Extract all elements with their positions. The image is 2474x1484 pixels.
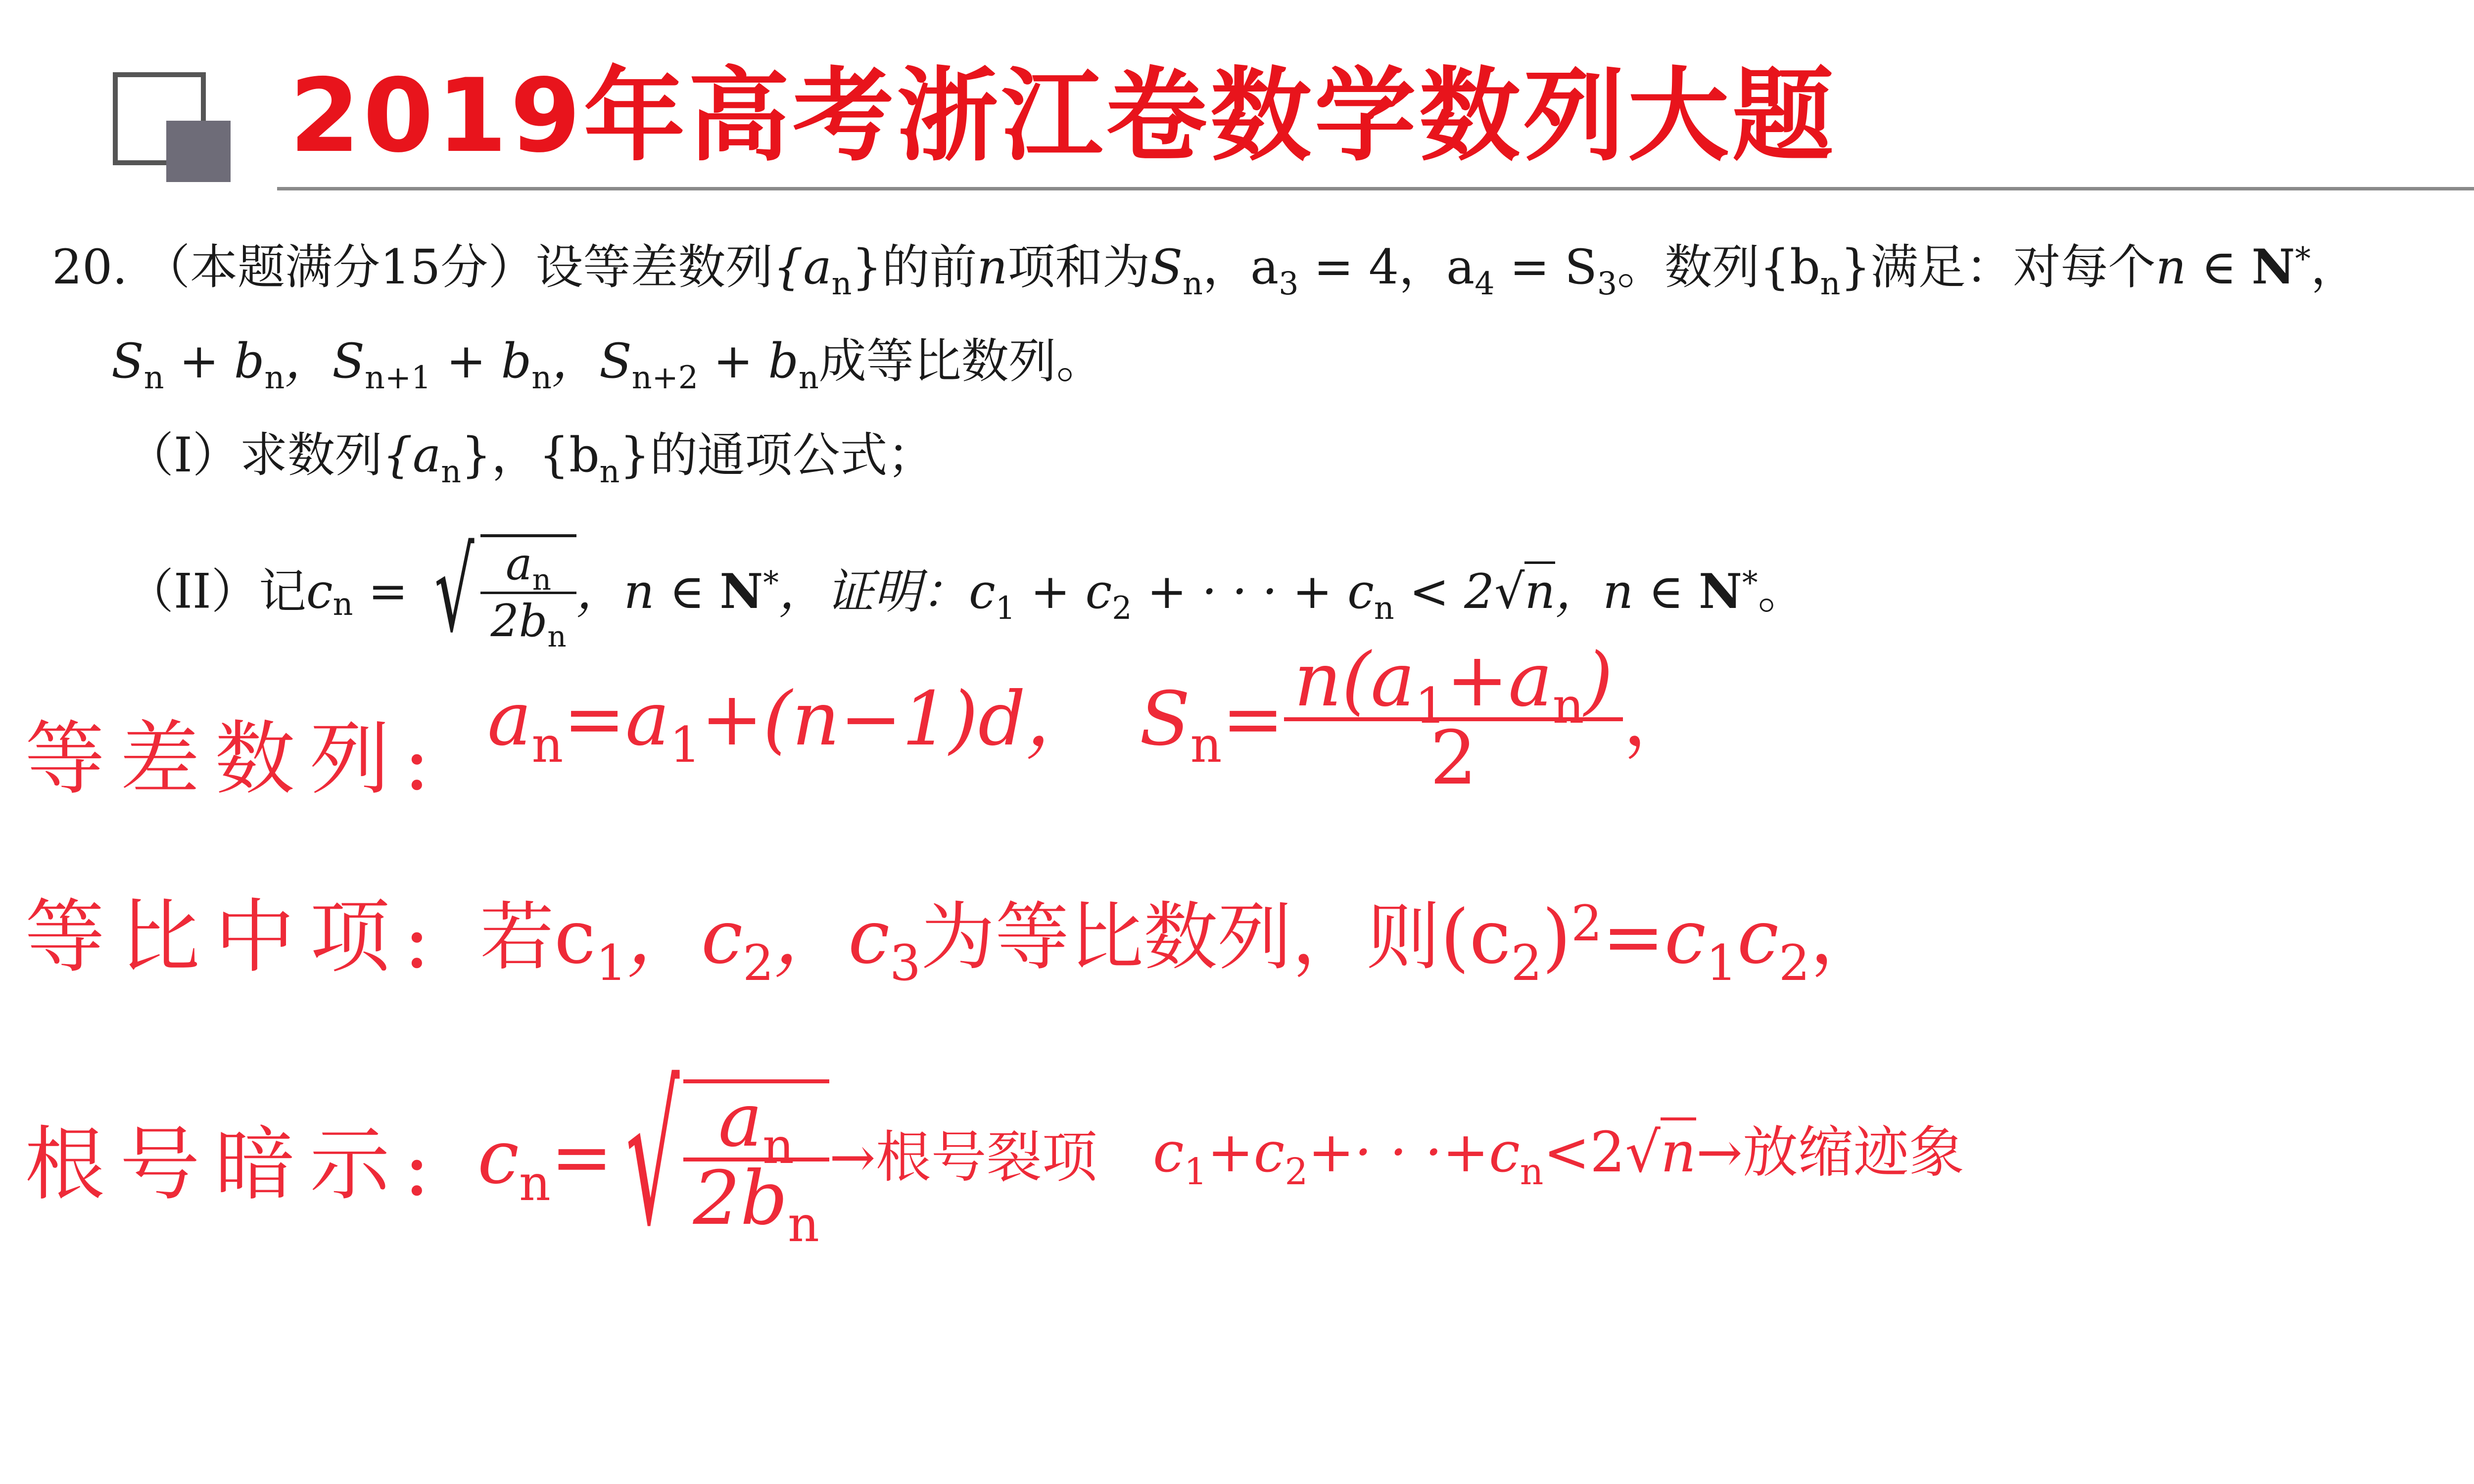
n1-fraction [1284,637,1623,801]
part2-num-sub: n [532,562,551,597]
n2-t2-sub: 2 [743,934,774,992]
part1-label: （I）求数列 [126,427,382,483]
part2-num: a [506,538,532,590]
note2-colon: : [403,893,430,986]
n1-tail: ， [1623,676,1698,762]
n2-t4-sub: 2 [1511,934,1542,992]
n3-sqrt-small: √ [1625,1120,1661,1185]
cond2-sub: 4 [1475,265,1495,302]
n3-c: c [477,1114,520,1201]
part1-a-sub: n [441,453,462,490]
l2-t1: S [111,333,144,389]
part2-N2: N [1699,563,1742,619]
part2-den: 2b [490,595,548,647]
cond2-rest: = S [1494,239,1597,295]
part2-lt: < 2 [1394,563,1495,619]
part1-mid: }，{b [461,427,600,483]
n2-t1-sub: 1 [596,934,627,992]
note1-formula [487,637,1698,801]
n3-sqrt-n: n [1661,1117,1696,1185]
l2-t4-sub: n [531,359,552,396]
seq-a-close: } [852,239,882,295]
n2-t4: 为等比数列，则(c [921,894,1511,980]
n1-eq: = [1222,676,1285,762]
cond3-sub: 3 [1597,265,1618,302]
n2-t1: 若c [480,894,596,980]
n3-fraction [683,1077,829,1253]
n3-arrow1: →根号裂项 [829,1125,1097,1190]
n2-t7: c [1737,894,1779,980]
n1-S: S [1139,676,1190,762]
part2-den-sub: n [547,619,567,654]
l2-t7: 成等比数列。 [818,333,1104,389]
l2-t6: + b [698,333,799,389]
part2-end: 。 [1758,563,1806,619]
n1-f3: +(n−1)d， [701,676,1100,762]
part2-tail: ，n ∈ [1555,563,1699,619]
n-var: n [977,239,1008,295]
part2-cn-sub: n [1374,589,1394,626]
part-2 [126,525,1806,657]
n1-den: 2 [1429,715,1477,801]
part2-mid: ，证明：c [778,563,996,619]
n3-s4: <2 [1543,1120,1625,1185]
n3-arrow2: →放缩迹象 [1696,1120,1964,1185]
n3-s2-sub: 2 [1285,1150,1308,1193]
part2-dots: + · · · + c [1132,563,1374,619]
n3-num: a [718,1077,763,1163]
problem-intro: （本题满分15分）设等差数列 [143,239,773,295]
part-1 [126,425,935,490]
note2-label: 等比中项 [25,891,405,984]
l2-t2-sub: n [264,359,285,396]
part2-c-sub: n [333,585,353,622]
cond1-rest: = 4，a [1298,239,1475,295]
n3-s3-sub: n [1520,1150,1544,1193]
n3-s3: +· · ·+c [1308,1120,1520,1185]
part2-after: ，n ∈ [576,563,720,619]
part2-star2: * [1742,564,1758,601]
S-var: S [1150,239,1183,295]
n1-f1-sub: n [531,716,564,774]
n3-s2: +c [1207,1120,1285,1185]
part2-c1-sub: 1 [995,589,1016,626]
n1-num-sub2: n [1552,677,1584,735]
note1-colon: : [403,715,430,808]
note1-label: 等差数列 [25,713,405,806]
part2-fraction [480,534,576,654]
n3-den: 2b [693,1156,788,1242]
comma: ， [2310,239,2358,295]
problem-mid3: 。数列{b [1617,239,1820,295]
n1-num-sub1: 1 [1415,677,1446,735]
n3-s1-sub: 1 [1184,1150,1207,1193]
n2-t3-sub: 3 [890,934,921,992]
part2-c2-sub: 2 [1112,589,1132,626]
l2-t3-sub: n+1 [365,359,431,396]
part2-c: c [306,563,333,619]
n2-t5-sup: 2 [1571,895,1603,953]
problem-mid1: 的前 [882,239,977,295]
n3-eq: = [550,1114,613,1201]
b-sub: n [1820,265,1841,302]
logo-square-filled [166,121,231,182]
n2-t2: ，c [627,894,743,980]
l2-t4: + b [431,333,532,389]
n2-t5: ) [1542,894,1571,980]
star: * [2295,240,2311,277]
note2-formula [480,890,1884,992]
part2-label: （II）记 [126,563,306,619]
l2-t6-sub: n [798,359,819,396]
n1-num-mid: +a [1446,637,1553,723]
n1-f1: a [487,676,532,762]
n3-num-sub: n [762,1117,794,1175]
n3-sqrt-sign: √ [626,1048,680,1267]
problem-line-2 [111,331,1104,396]
part2-sqrt-sign: √ [434,525,475,657]
n2-t8: ， [1809,894,1884,980]
title-divider [277,187,2474,190]
part1-a: {a [382,427,441,483]
seq-a-sub: n [831,265,852,302]
note3-sum [1153,1115,1964,1193]
part2-plus1: + c [1015,563,1112,619]
S-sub: n [1183,265,1203,302]
part2-N: N [719,563,763,619]
n1-f2: =a [563,676,670,762]
part1-end: }的通项公式； [619,427,935,483]
part2-eq: = [353,563,423,619]
problem-number: 20. [52,239,128,295]
seq-a: {a [773,239,832,295]
l2-t2: + b [164,333,265,389]
l2-t3: ，S [285,333,365,389]
n3-den-sub: n [788,1196,819,1253]
note3-formula [477,1048,1097,1267]
problem-mid2: 项和为 [1007,239,1150,295]
l2-t5-sub: n+2 [631,359,699,396]
page-title: 2019年高考浙江卷数学数列大题 [289,57,1837,175]
n1-num: n(a [1294,637,1415,723]
problem-mid4: }满足：对每个 [1840,239,2156,295]
note3-colon: : [403,1121,430,1214]
N-bold: N [2251,239,2295,295]
part1-b-sub: n [599,453,620,490]
note3-label: 根号暗示 [25,1118,405,1211]
n1-f2-sub: 1 [669,716,701,774]
part2-sqrt-small: √ [1494,563,1525,619]
cond1: ，a [1202,239,1279,295]
l2-t1-sub: n [143,359,164,396]
n2-t3: ，c [774,894,890,980]
n1-S-sub: n [1190,716,1222,774]
n3-s1: c [1153,1120,1184,1185]
n1-num-end: ) [1584,637,1614,723]
n2-t7-sub: 2 [1778,934,1810,992]
n-in: n ∈ [2155,239,2252,295]
n2-t6-sub: 1 [1706,934,1737,992]
l2-t5: ，S [552,333,632,389]
n2-t6: =c [1602,894,1706,980]
part2-star: * [763,564,779,601]
problem-line-1 [52,237,2358,302]
n3-c-sub: n [519,1155,551,1212]
part2-sqrt-n: n [1524,561,1555,619]
cond1-sub: 3 [1279,265,1299,302]
